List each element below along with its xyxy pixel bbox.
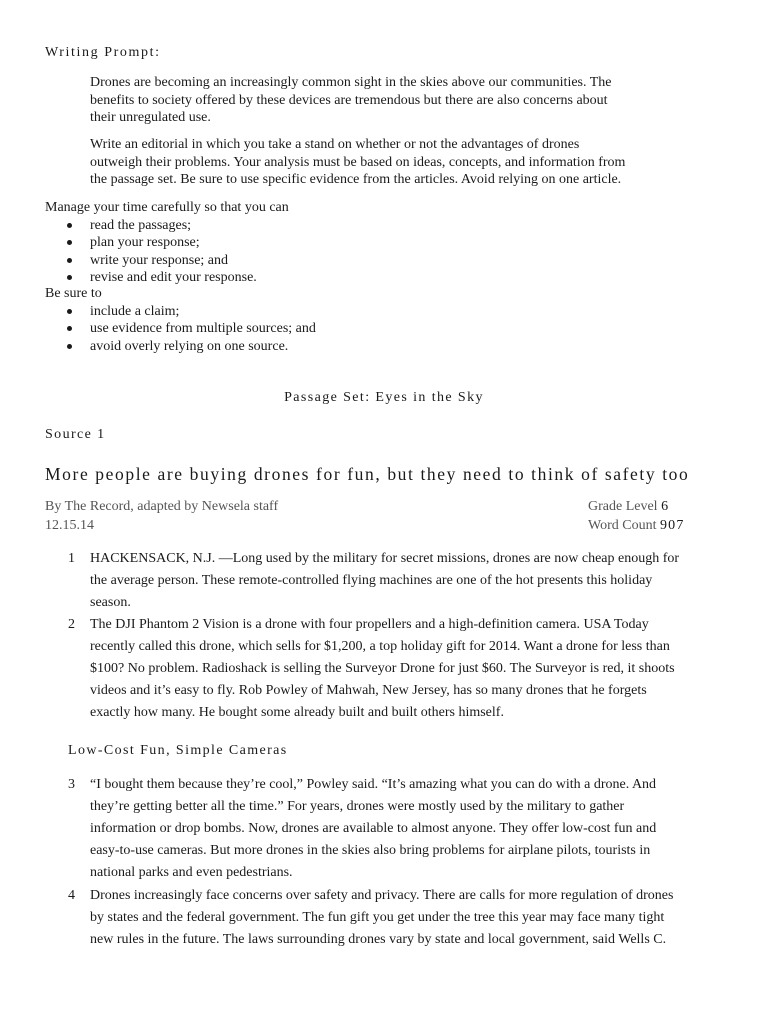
article-paragraph-1 — [68, 548, 728, 614]
prompt-heading: Writing Prompt: — [45, 45, 161, 60]
grade-level — [588, 499, 669, 515]
text-line: $100? No problem. Radioshack is selling the Surveyor Drone for just $60. The Surveyor is red, it shoots — [90, 661, 675, 676]
text-line: the average person. These remote-controlled flying machines are one of the hot presents this holiday — [90, 573, 653, 588]
word-count-value: 907 — [659, 518, 685, 533]
text-line: season. — [90, 595, 131, 610]
text-line: recently called this drone, which sells for $1,200, a top holiday gift for 2014. Want a drone for less than — [90, 639, 670, 654]
paragraph-number: 1 — [68, 551, 75, 566]
grade-level-label: Grade Level — [588, 499, 658, 514]
bullet-icon — [67, 309, 72, 314]
bullet-icon — [67, 326, 72, 331]
text-line: by states and the federal government. The fun gift you get under the tree this year may face many tight — [90, 910, 665, 925]
be-sure-list — [45, 303, 316, 356]
passage-set-title: Passage Set: Eyes in the Sky — [284, 390, 484, 405]
grade-level-value: 6 — [661, 499, 670, 514]
text-line: “I bought them because they’re cool,” Powley said. “It’s amazing what you can do with a drone. And — [90, 777, 657, 792]
text-line: outweigh their problems. Your analysis must be based on ideas, concepts, and information from — [90, 154, 626, 170]
list-item — [45, 269, 257, 287]
be-sure-intro: Be sure to — [45, 286, 102, 301]
text-line: exactly how many. He bought some already built and built others himself. — [90, 705, 504, 720]
time-management-intro: Manage your time carefully so that you can — [45, 200, 289, 215]
text-line: they’re getting better all the time.” For years, drones were mostly used by the military to gather — [90, 799, 625, 814]
paragraph-number: 2 — [68, 617, 75, 632]
article-paragraph-2 — [68, 614, 728, 724]
text-line: videos and it’s easy to fly. Rob Powley of Mahwah, New Jersey, has so many drones that he forgets — [90, 683, 647, 698]
prompt-paragraph-2 — [90, 136, 690, 189]
list-item-text: use evidence from multiple sources; and — [90, 321, 316, 336]
text-line: national parks and even pedestrians. — [90, 865, 293, 880]
text-line: the passage set. Be sure to use specific evidence from the articles. Avoid relying on one article. — [90, 172, 622, 187]
article-paragraph-3 — [68, 774, 728, 884]
source-label: Source 1 — [45, 427, 106, 442]
text-line: Write an editorial in which you take a stand on whether or not the advantages of drones — [90, 137, 580, 152]
paragraph-number: 4 — [68, 888, 75, 903]
text-line: their unregulated use. — [90, 110, 211, 125]
bullet-icon — [67, 223, 72, 228]
text-line: information or drop bombs. Now, drones are available to almost anyone. They offer low-cost fun and — [90, 821, 657, 836]
bullet-icon — [67, 344, 72, 349]
list-item — [45, 217, 257, 235]
text-line: Drones increasingly face concerns over safety and privacy. There are calls for more regulation of drones — [90, 888, 674, 903]
list-item-text: avoid overly relying on one source. — [90, 338, 289, 354]
paragraph-number: 3 — [68, 777, 75, 792]
text-line: easy-to-use cameras. But more drones in the skies also bring problems for airplane pilots, tourists in — [90, 843, 651, 858]
list-item — [45, 303, 316, 321]
list-item-text: include a claim; — [90, 303, 180, 319]
article-subheading: Low-Cost Fun, Simple Cameras — [68, 743, 288, 758]
list-item — [45, 234, 257, 252]
text-line: new rules in the future. The laws surrounding drones vary by state and local government, said Wells C. — [90, 932, 667, 947]
bullet-icon — [67, 275, 72, 280]
article-paragraph-4 — [68, 885, 728, 951]
word-count-label: Word Count — [588, 518, 657, 533]
list-item-text: revise and edit your response. — [90, 270, 257, 285]
list-item — [45, 338, 316, 356]
text-line: benefits to society offered by these devices are tremendous but there are also concerns about — [90, 92, 608, 108]
article-byline: By The Record, adapted by Newsela staff — [45, 499, 279, 514]
bullet-icon — [67, 240, 72, 245]
text-line: HACKENSACK, N.J. —Long used by the military for secret missions, drones are now cheap enough for — [90, 551, 680, 566]
article-title: More people are buying drones for fun, but they need to think of safety too — [45, 464, 690, 484]
text-line: The DJI Phantom 2 Vision is a drone with four propellers and a high-definition camera. USA Today — [90, 617, 649, 632]
text-line: Drones are becoming an increasingly common sight in the skies above our communities. The — [90, 75, 612, 90]
word-count — [588, 518, 685, 534]
list-item-text: write your response; and — [90, 252, 229, 268]
list-item-text: read the passages; — [90, 217, 192, 233]
list-item — [45, 320, 316, 338]
list-item-text: plan your response; — [90, 235, 200, 250]
list-item — [45, 252, 257, 270]
article-date: 12.15.14 — [45, 518, 94, 533]
prompt-paragraph-1 — [90, 74, 690, 127]
time-management-list — [45, 217, 257, 287]
bullet-icon — [67, 258, 72, 263]
